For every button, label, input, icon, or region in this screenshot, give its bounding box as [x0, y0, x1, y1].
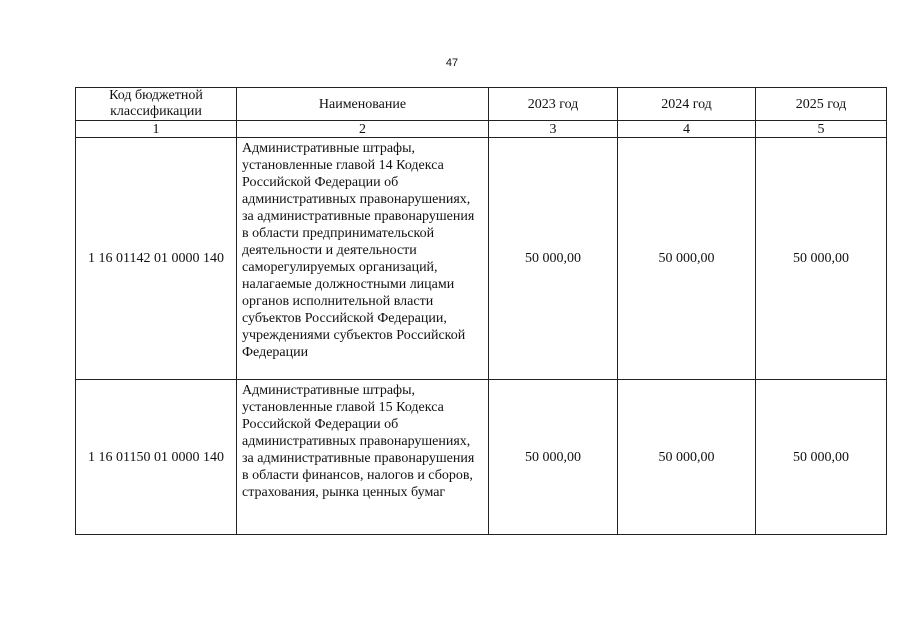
budget-table: [75, 87, 887, 535]
amount-2025-cell: 50 000,00: [756, 380, 887, 535]
amount-2024-cell: 50 000,00: [618, 138, 756, 380]
column-number: 1: [76, 121, 237, 138]
table-header-row: [76, 88, 887, 121]
page-number: 47: [445, 57, 459, 69]
column-number-row: [76, 121, 887, 138]
column-number: 3: [489, 121, 618, 138]
amount-2024-cell: 50 000,00: [618, 380, 756, 535]
header-2023: 2023 год: [489, 88, 618, 121]
column-number: 2: [237, 121, 489, 138]
header-code: Код бюджетной классификации: [76, 88, 237, 121]
amount-2023-cell: 50 000,00: [489, 380, 618, 535]
header-2025: 2025 год: [756, 88, 887, 121]
header-2024: 2024 год: [618, 88, 756, 121]
amount-2025-cell: 50 000,00: [756, 138, 887, 380]
table-row: [76, 138, 887, 380]
budget-code-cell: 1 16 01142 01 0000 140: [76, 138, 237, 380]
name-cell: Административные штрафы, установленные главой 14 Кодекса Российской Федерации об административных правонарушениях, за административные правонарушения в области предпринимательской деятельности и деятельности саморегулируемых организаций, налагаемые должностными лицами органов исполнительной власти субъектов Российской Федерации, учреждениями субъектов Российской Федерации: [237, 138, 489, 380]
header-name: Наименование: [237, 88, 489, 121]
column-number: 4: [618, 121, 756, 138]
name-cell: Административные штрафы, установленные главой 15 Кодекса Российской Федерации об административных правонарушениях, за административные правонарушения в области финансов, налогов и сборов, страхования, рынка ценных бумаг: [237, 380, 489, 535]
amount-2023-cell: 50 000,00: [489, 138, 618, 380]
table-row: [76, 380, 887, 535]
budget-code-cell: 1 16 01150 01 0000 140: [76, 380, 237, 535]
column-number: 5: [756, 121, 887, 138]
